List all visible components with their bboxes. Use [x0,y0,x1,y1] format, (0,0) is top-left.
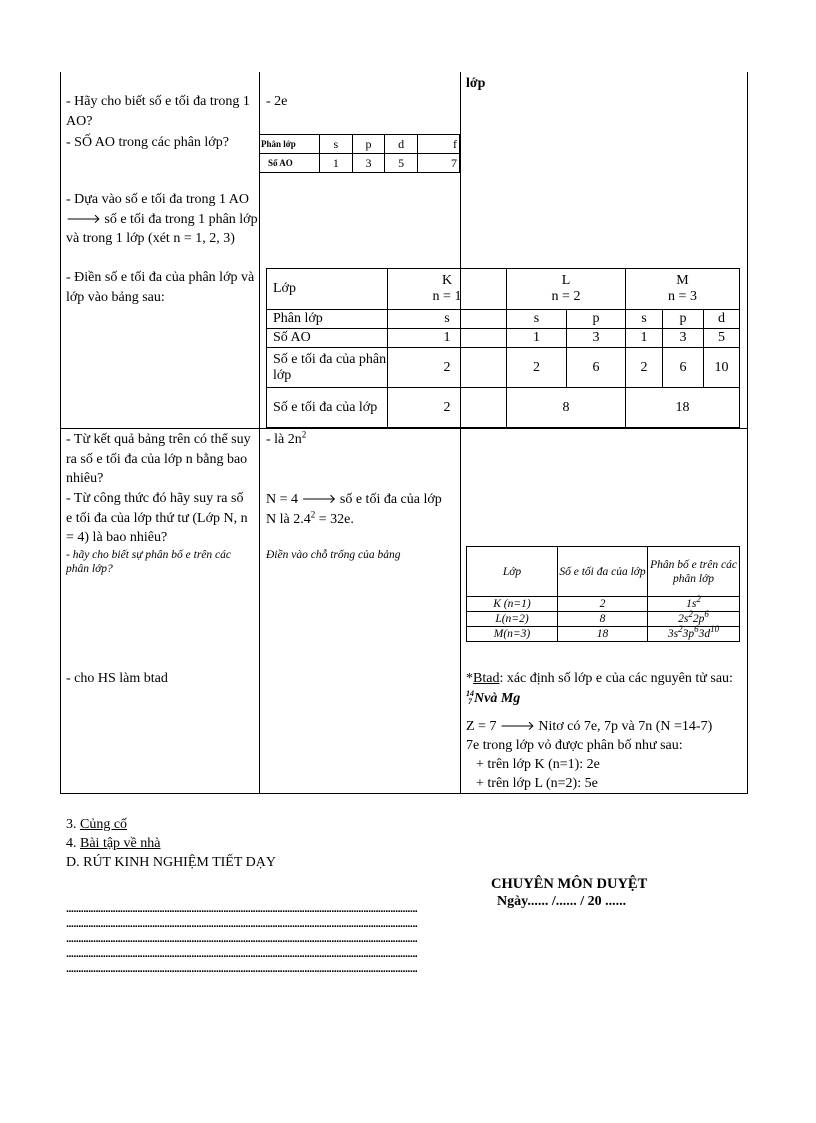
table-cell: Số e tối đa của lớp [267,388,388,428]
table-row [260,135,460,154]
answer-2n2-sup: 2 [301,429,307,440]
top-right-text: lớp [466,76,486,91]
table-cell: 1 [388,329,507,348]
layer-k: K [441,273,453,288]
a3-part-b: số e tối đa của lớp [339,492,442,507]
table-row [467,597,740,612]
dotted-line: ............................................................................................................................................... [66,950,418,958]
footer-item-4-num: 4. [66,836,80,851]
frame-col2-border [460,72,461,793]
btad-label: Btad [473,671,500,686]
table-cell: $1s^2$ [648,597,740,612]
table-cell: Lớp [267,269,388,310]
dotted-line: ............................................................................................................................................... [66,935,418,943]
table-cell: 2 [388,348,507,388]
table-cell: 6 [567,348,626,388]
layer-k-n: n = 1 [432,289,462,304]
table-cell: 2 [388,388,507,428]
a3-part-d: = 32e. [315,511,354,527]
layer-m-n: n = 3 [668,289,697,304]
table-row [267,310,740,329]
a3-part-a: N = 4 [266,492,299,507]
footer-item-d: D. RÚT KINH NGHIỆM TIẾT DẠY [66,855,276,870]
table-cell: M(n=3) [467,627,558,642]
arrow-icon: 🡒 [499,719,535,734]
answer-2e: - 2e [266,94,288,109]
footer-item-3-num: 3. [66,817,80,832]
frame-row-divider [60,428,748,429]
table-row [267,348,740,388]
table-cell: 18 [558,627,648,642]
table-cell: d [385,135,418,154]
table-ao-count [259,134,460,173]
table-cell: p [352,135,385,154]
table-cell: s [626,310,663,329]
table-cell: 8 [507,388,626,428]
table-cell: 18 [626,388,740,428]
formula-text: Nvà Mg [474,690,521,706]
table-electron-distribution [466,546,740,642]
table-cell: 8 [558,612,648,627]
table-cell: K (n=1) [467,597,558,612]
a3-part-c: N là 2.4 [266,511,311,527]
btad-line2b: Nitơ có 7e, 7p và 7n (N =14-7) [538,719,713,734]
frame-col1-border [259,72,260,793]
table-row [467,627,740,642]
table-cell: s [507,310,567,329]
table-cell [626,269,740,310]
table-cell: 1 [320,154,353,173]
table-cell: 6 [663,348,704,388]
table-cell: 3 [663,329,704,348]
footer-item-3-label: Củng cố [80,817,128,832]
table-row [467,547,740,597]
table-cell: 2 [507,348,567,388]
dotted-line: ............................................................................................................................................... [66,920,418,928]
table-cell [388,269,507,310]
approval-title: CHUYÊN MÔN DUYỆT [491,876,648,892]
table-cell: 2 [558,597,648,612]
approval-date: Ngày...... /...... / 20 ...... [497,894,627,909]
arrow-icon: 🡒 [66,211,101,227]
table-cell: Phân lớp [260,135,320,154]
btad-star: * [466,671,473,686]
table-row [267,329,740,348]
layer-l: L [561,273,571,288]
table-cell: L(n=2) [467,612,558,627]
table-cell: 10 [704,348,740,388]
btad-line4: + trên lớp K (n=1): 2e [476,757,600,772]
table-cell: Số e tối đa của phân lớp [267,348,388,388]
table-row [260,154,460,173]
table-cell: Phân lớp [267,310,388,329]
answer-2n2-text: - là 2n [266,432,302,447]
table-cell: s [388,310,507,329]
table-cell: 1 [507,329,567,348]
question-ao-count: - SỐ AO trong các phân lớp? [66,135,229,150]
table-row [267,388,740,428]
question-max-electrons-layer [66,190,258,249]
q3-part-b: số e tối đa trong 1 phân lớp và trong 1 lớp (xét n = 1, 2, 3) [66,211,258,246]
table-cell: f [417,135,459,154]
n-mass: 14 [466,689,474,699]
dotted-line: ............................................................................................................................................... [66,965,418,973]
table-cell: 2 [626,348,663,388]
answer-2n2 [266,430,306,450]
btad-line2 [466,717,712,737]
frame-left-border [60,72,61,793]
table-cell: Số AO [260,154,320,173]
btad-line5: + trên lớp L (n=2): 5e [476,776,598,791]
instruction-btad: - cho HS làm btad [66,671,168,686]
a3-sup: 2 [310,508,316,519]
table-cell: d [704,310,740,329]
question-fill-table: - Điền số e tối đa của phân lớp và lớp vào bảng sau: [66,270,255,305]
question-max-electrons-n: - Từ kết quả bảng trên có thể suy ra số e tối đa của lớp n bằng bao nhiêu? [66,432,251,486]
layer-m: M [676,273,689,288]
btad-formula [466,691,520,706]
table-cell: 3 [352,154,385,173]
question-distribution: - hãy cho biết sự phân bố e trên các phân lớp? [66,549,231,575]
question-max-electrons-ao: - Hãy cho biết số e tối đa trong 1 AO? [66,94,250,129]
table-electron-layers [266,268,740,428]
n-z: 7 [468,697,472,707]
footer-item-3 [66,815,127,835]
btad-title [466,669,744,708]
table-cell: 3 [567,329,626,348]
frame-right-border [747,72,748,793]
table-cell: Phân bố e trên các phân lớp [648,547,740,597]
table-cell: $2s^22p^6$ [648,612,740,627]
table-cell: 1 [626,329,663,348]
table-cell: $3s^23p^63d^{10}$ [648,627,740,642]
table-cell: Số e tối đa của lớp [558,547,648,597]
table-cell: 7 [417,154,459,173]
question-layer-4: - Từ công thức đó hãy suy ra số e tối đa của lớp thứ tư (Lớp N, n = 4) là bao nhiêu? [66,491,248,545]
table-cell: Số AO [267,329,388,348]
q3-part-a: - Dựa vào số e tối đa trong 1 AO [66,192,249,207]
table-cell: 5 [704,329,740,348]
layer-l-n: n = 2 [551,289,581,304]
instruction-fill-blank: Điền vào chỗ trống của bảng [266,549,401,561]
btad-line3: 7e trong lớp vỏ được phân bố như sau: [466,738,683,753]
table-row [267,269,740,310]
table-cell [507,269,626,310]
arrow-icon: 🡒 [301,492,337,507]
table-cell: p [663,310,704,329]
answer-layer-n [266,490,458,529]
dotted-line: ............................................................................................................................................... [66,905,418,913]
table-cell: 5 [385,154,418,173]
table-cell: Lớp [467,547,558,597]
table-cell: s [320,135,353,154]
footer-item-4 [66,834,160,854]
footer-item-4-label: Bài tập về nhà [80,836,161,851]
btad-text: : xác định số lớp e của các nguyên tử sau: [499,671,733,686]
table-cell: p [567,310,626,329]
btad-line2a: Z = 7 [466,719,497,734]
frame-bottom-border [60,793,748,794]
